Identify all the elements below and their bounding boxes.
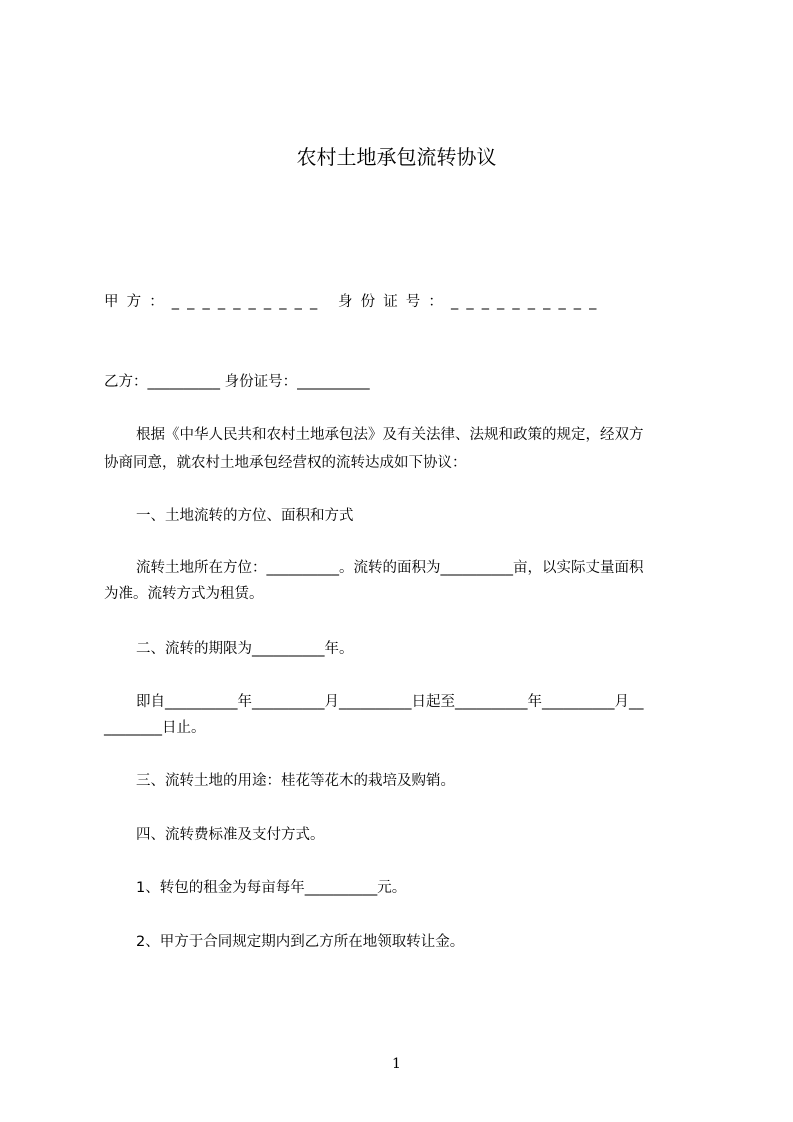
section-4-item-1: 1、转包的租金为每亩每年__________元。 (136, 880, 407, 896)
party-a-line: 甲方：__________ 身份证号：__________ (104, 294, 605, 310)
section-2-heading: 二、流转的期限为__________年。 (136, 641, 354, 657)
document-title: 农村土地承包流转协议 (296, 145, 497, 169)
section-2-line-2: ________日止。 (104, 720, 206, 736)
section-2-line-1: 即自__________年__________月__________日起至__________年__________月__ (136, 694, 644, 710)
section-4-heading: 四、流转费标准及支付方式。 (136, 827, 325, 843)
intro-line-1: 根据《中华人民共和农村土地承包法》及有关法律、法规和政策的规定，经双方 (136, 427, 644, 443)
section-4-item-2: 2、甲方于合同规定期内到乙方所在地领取转让金。 (136, 934, 465, 950)
page-number: 1 (392, 1056, 401, 1072)
party-b-line: 乙方：__________ 身份证号：__________ (104, 374, 370, 390)
section-1-line-1: 流转土地所在方位：__________。流转的面积为__________亩，以实际丈量面积 (136, 560, 644, 576)
intro-line-2: 协商同意，就农村土地承包经营权的流转达成如下协议： (104, 455, 467, 471)
section-1-heading: 一、土地流转的方位、面积和方式 (136, 508, 354, 524)
section-3-heading: 三、流转土地的用途：桂花等花木的栽培及购销。 (136, 773, 455, 789)
section-1-line-2: 为准。流转方式为租赁。 (104, 586, 264, 602)
